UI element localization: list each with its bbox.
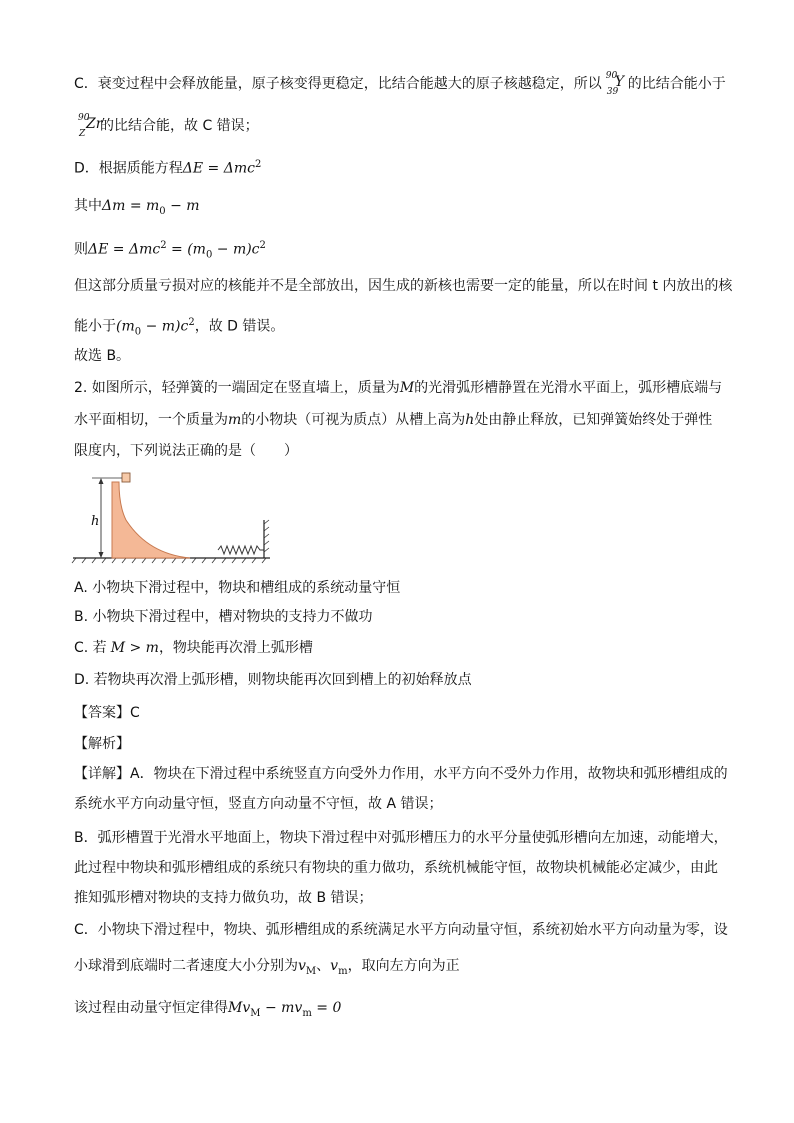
c-analysis-line1: [74, 71, 726, 97]
option-c-condition: M > m: [110, 640, 159, 656]
mass-M: M: [399, 380, 415, 396]
height-arrow-top: [99, 478, 104, 484]
momentum-intro: 该过程由动量守恒定律得: [74, 1000, 228, 1016]
velocity-M: v: [298, 958, 306, 974]
option-d: D. 若物块再次滑上弧形槽，则物块能再次回到槽上的初始释放点: [74, 672, 472, 688]
mass-energy-equation: ΔE = Δmc: [182, 160, 255, 177]
velocity-m: v: [330, 958, 339, 974]
detail-line1: 【详解】A．物块在下滑过程中系统竖直方向受外力作用，水平方向不受外力作用，故物块和弧形槽组成的: [74, 766, 728, 782]
mass-m: m: [228, 412, 242, 428]
energy-eq: ΔE = Δmc: [88, 241, 161, 258]
velocity-M-sub: M: [305, 965, 317, 977]
then-label: 则: [74, 241, 88, 258]
choose-answer: 故选 B。: [74, 348, 131, 364]
question-line2: [74, 410, 712, 430]
question-text5: 处由静止释放，已知弹簧始终处于弹性: [474, 412, 713, 428]
question-text4: 的小物块（可视为质点）从槽上高为: [241, 412, 466, 428]
detail-line4: 此过程中物块和弧形槽组成的系统只有物块的重力做功，系统机械能守恒，故物块机械能必定减少，由此: [74, 860, 718, 876]
wall-hatch: [264, 520, 269, 552]
mass-defect-eq-end: − m: [165, 198, 200, 214]
y-symbol: Y: [614, 74, 625, 90]
option-c-prefix: C. 若: [74, 640, 107, 656]
question-line3: 限度内，下列说法正确的是（ ）: [74, 443, 298, 459]
height-label: h: [91, 514, 100, 529]
d-analysis-line5: [74, 313, 284, 342]
mass-defect-eq: Δm = m: [102, 198, 160, 214]
detail-line8: [74, 998, 341, 1024]
zr-charge-number: Z: [79, 129, 86, 139]
small-block: [122, 473, 130, 482]
detail-line7: [74, 956, 460, 982]
arc-groove: [112, 482, 190, 558]
velocity-intro: 小球滑到底端时二者速度大小分别为: [74, 958, 298, 974]
energy-eq-end: − m)c: [212, 241, 260, 258]
zr-mass-number: 90: [78, 113, 90, 123]
velocity-m-sub: m: [338, 965, 348, 977]
question-text: 2. 如图所示，轻弹簧的一端固定在竖直墙上，质量为: [74, 380, 400, 396]
height-arrow-bottom: [99, 552, 104, 558]
separator: 、: [316, 958, 331, 974]
nuclide-y: [602, 71, 625, 97]
subscript: 0: [134, 326, 142, 338]
where-label: 其中: [74, 198, 102, 214]
subscript: 0: [159, 205, 166, 217]
detail-line3: B．弧形槽置于光滑水平地面上，物块下滑过程中对弧形槽压力的水平分量使弧形槽向左加速，动能增大，: [74, 830, 728, 846]
answer-label: 【答案】C: [74, 705, 140, 721]
superscript: 2: [188, 317, 195, 328]
momentum-zero: = 0: [311, 1000, 342, 1016]
option-c: [74, 638, 313, 658]
option-c-text: ，物块能再次滑上弧形槽: [158, 640, 313, 656]
detail-line5: 推知弧形槽对物块的支持力做负功，故 B 错误；: [74, 890, 373, 906]
question-text3: 水平面相切，一个质量为: [74, 412, 228, 428]
less-than-text: 能小于: [74, 318, 116, 335]
superscript: 2: [254, 159, 262, 170]
c-analysis-text: C．衰变过程中会释放能量，原子核变得更稳定，比结合能越大的原子核越稳定，所以: [74, 76, 602, 92]
d-analysis-line2: [74, 196, 200, 222]
option-b: B. 小物块下滑过程中，槽对物块的支持力不做功: [74, 609, 373, 625]
momentum-M-sub: M: [250, 1007, 261, 1019]
d-analysis-text: D．根据质能方程: [74, 160, 183, 177]
energy-bound-end: − m)c: [141, 318, 189, 335]
c-analysis-line2: [74, 113, 259, 139]
nuclide-zr: [74, 113, 103, 139]
spring: [218, 546, 264, 554]
ground-hatch: [72, 558, 266, 563]
c-analysis-text3: 的比结合能，故 C 错误；: [100, 118, 259, 134]
y-mass-number: 90: [605, 71, 618, 81]
c-analysis-text2: 的比结合能小于: [627, 76, 726, 92]
height-h: h: [465, 412, 475, 428]
question-text2: 的光滑弧形槽静置在光滑水平面上，弧形槽底端与: [414, 380, 723, 396]
zr-symbol: Zr: [86, 116, 103, 132]
analysis-label: 【解析】: [74, 736, 130, 752]
subscript: 0: [205, 249, 213, 261]
momentum-M: Mv: [228, 1000, 251, 1016]
energy-bound: (m: [116, 318, 135, 335]
d-analysis-line1: [74, 155, 261, 179]
y-charge-number: 39: [606, 87, 619, 97]
d-conclusion: ，故 D 错误。: [194, 318, 285, 335]
physics-figure: [70, 470, 285, 565]
detail-line6: C．小物块下滑过程中，物块、弧形槽组成的系统满足水平方向动量守恒，系统初始水平方向动量为零，设: [74, 922, 728, 938]
superscript: 2: [160, 240, 167, 251]
superscript: 2: [259, 240, 266, 251]
d-analysis-line4: 但这部分质量亏损对应的核能并不是全部放出，因生成的新核也需要一定的能量，所以在时间 t 内放出的核: [74, 278, 733, 294]
momentum-m-sub: m: [302, 1007, 312, 1019]
momentum-m: − mv: [260, 1000, 303, 1016]
energy-eq-mid: = (m: [166, 241, 206, 258]
option-a: A. 小物块下滑过程中，物块和槽组成的系统动量守恒: [74, 580, 401, 596]
d-analysis-line3: [74, 236, 266, 265]
question-line1: [74, 378, 722, 398]
direction-text: ，取向左方向为正: [347, 958, 460, 974]
detail-line2: 系统水平方向动量守恒，竖直方向动量不守恒，故 A 错误；: [74, 796, 443, 812]
